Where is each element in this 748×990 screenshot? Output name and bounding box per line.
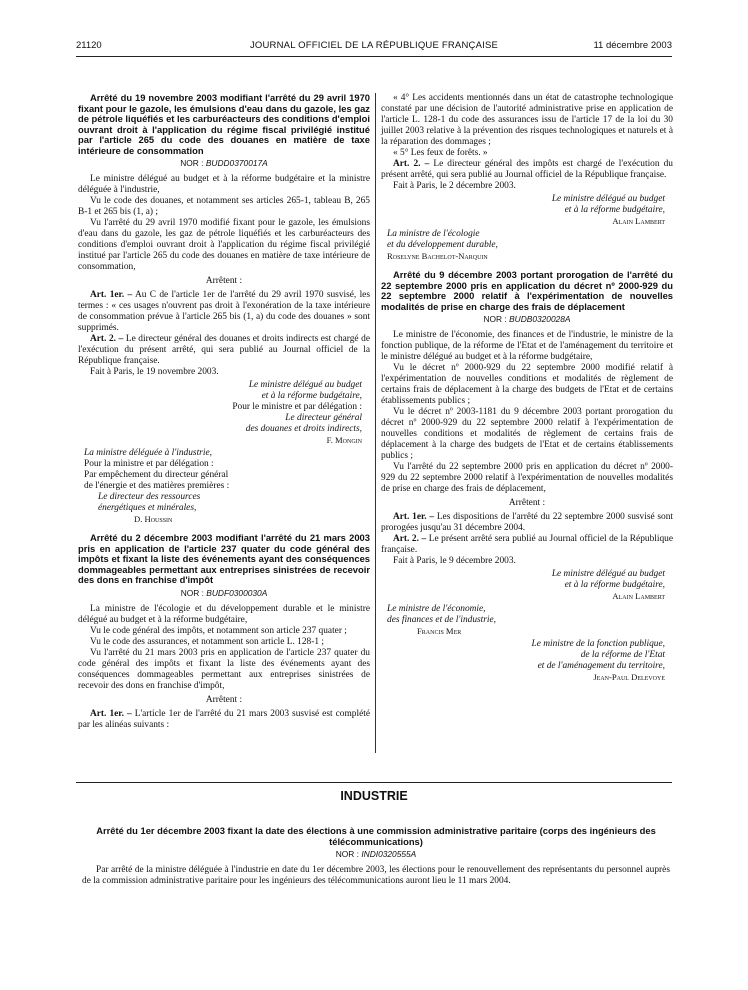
paragraph: Vu l'arrêté du 22 septembre 2000 pris en application du décret nº 2000-929 du 22 septembre 2000 relatif à l'expérimentation de nouvelles modalités de prise en charge des frais de déplacement, <box>381 462 673 494</box>
fait-line: Fait à Paris, le 2 décembre 2003. <box>393 181 516 191</box>
industrie-section <box>82 826 670 887</box>
section-heading: INDUSTRIE <box>340 789 408 803</box>
decree-title: Arrêté du 1er décembre 2003 fixant la date des élections à une commission administrative paritaire (corps des ingénieurs des télécommunications) <box>96 825 656 847</box>
paragraph: Le ministre de l'économie, des finances et de l'industrie, le ministre de la fonction publique, de la réforme de l'Etat et de l'aménagement du territoire et le ministre délégué au budget et à la réforme budgétaire, <box>381 330 673 362</box>
signatory-name: Francis Mer <box>417 626 462 636</box>
article: Art. 2. – Le directeur général des impôts est chargé de l'exécution du présent arrêté, qui sera publié au Journal officiel de la République française. <box>381 159 673 180</box>
paragraph: Vu le décret nº 2000-929 du 22 septembre 2000 modifié relatif à l'expérimentation de nouvelles conditions et modalités de règlement de certains frais de déplacement à la charge des budgets de l'Etat et de certains établissements publics ; <box>381 363 673 406</box>
nor-reference: NOR : INDI0320555A <box>335 849 417 859</box>
header-rule <box>76 56 672 57</box>
paragraph: La ministre de l'écologie et du développement durable et le ministre délégué au budget et à la réforme budgétaire, <box>78 603 370 625</box>
signatory-name: Jean-Paul Delevoye <box>593 672 665 682</box>
signatory-name: Alain Lambert <box>612 591 665 601</box>
section-rule <box>76 782 672 783</box>
paragraph: Vu le décret nº 2003-1181 du 9 décembre 2003 portant prorogation du décret nº 2000-929 du 22 septembre 2000 relatif à l'expérimentation de nouvelles conditions et modalités de règlement de certains frais de déplacement à la charge des budgets de l'Etat et de certains établissements publics ; <box>381 407 673 461</box>
decree-title: Arrêté du 2 décembre 2003 modifiant l'arrêté du 21 mars 2003 pris en application de l'article 237 quater du code général des impôts et fixant la liste des événements ayant des conséquences dommageables permettant aux entreprises sinistrées de recevoir des dons en franchise d'impôt <box>78 532 370 585</box>
page-header <box>76 40 672 56</box>
decree-title: Arrêté du 9 décembre 2003 portant prorogation de l'arrêté du 22 septembre 2000 pris en application du décret nº 2000-929 du 22 septembre 2000 relatif à l'expérimentation de nouvelles modalités de prise en charge des frais de déplacement <box>381 269 673 312</box>
page-number: 21120 <box>76 40 102 51</box>
arretent-label: Arrêtent : <box>205 694 243 705</box>
paragraph: Vu l'arrêté du 29 avril 1970 modifié fixant pour le gazole, les émulsions d'eau dans du gazole, les gaz de pétrole liquéfiés et les carburéacteurs des conditions d'emploi ouvrant droit à l'application du régime fiscal privilégié institué par l'article 265 du code des douanes en matière de taxe intérieure de consommation, <box>78 218 370 272</box>
nor-reference: NOR : BUDD0370017A <box>180 158 268 168</box>
right-column <box>381 93 673 683</box>
signature-block: Le ministre de la fonction publique, de la réforme de l'Etat et de l'aménagement du territoire, Jean-Paul Delevoye <box>381 639 673 683</box>
paragraph: « 5° Les feux de forêts. » <box>393 148 488 158</box>
paragraph: Vu le code général des impôts, et notamment son article 237 quater ; <box>90 625 347 636</box>
fait-line: Fait à Paris, le 9 décembre 2003. <box>393 556 516 566</box>
arretent-label: Arrêtent : <box>205 276 243 286</box>
signature-block: La ministre déléguée à l'industrie, Pour la ministre et par délégation : Par empêchement du directeur général de l'énergie et des matières premières : Le directeur des ressources énergétiques et minérales, D. Houssin <box>78 448 284 525</box>
paragraph: Le ministre délégué au budget et à la réforme budgétaire et la ministre déléguée à l'industrie, <box>78 174 370 195</box>
signatory-name: Alain Lambert <box>612 216 665 226</box>
article: Art. 1er. – L'article 1er de l'arrêté du 21 mars 2003 susvisé est complété par les alinéas suivants : <box>78 708 371 730</box>
nor-reference: NOR : BUDF0300030A <box>180 587 268 598</box>
signature-block: Le ministre de l'économie, des finances et de l'industrie, Francis Mer <box>381 604 673 637</box>
fait-line: Fait à Paris, le 19 novembre 2003. <box>90 367 219 377</box>
decree-title: Arrêté du 19 novembre 2003 modifiant l'arrêté du 29 avril 1970 fixant pour le gazole, les émulsions d'eau dans du gazole, les gaz de pétrole liquéfiés et les carburéacteurs des conditions d'emploi ouvrant droit à l'application du régime fiscal privilégié institué par l'article 265 du code des douanes en matière de taxe intérieure de consommation <box>78 92 370 156</box>
issue-date: 11 décembre 2003 <box>593 40 672 51</box>
paragraph: Par arrêté de la ministre déléguée à l'industrie en date du 1er décembre 2003, les élections pour le renouvellement des représentants du personnel auprès de la commission administrative paritaire pour les ingénieurs des télécommunications auront lieu le 11 mars 2004. <box>82 865 670 886</box>
paragraph: Vu le code des assurances, et notamment son article L. 128-1 ; <box>90 636 324 647</box>
nor-reference: NOR : BUDB0320028A <box>483 314 571 324</box>
paragraph: Vu l'arrêté du 21 mars 2003 pris en application de l'article 237 quater du code général des impôts et fixant la liste des événements ayant des conséquences dommageables permettant aux entreprises sinistrées de recevoir des dons en franchise d'impôt, <box>78 647 370 691</box>
signature-block: Le ministre délégué au budget et à la réforme budgétaire, Pour le ministre et par délégation : Le directeur général des douanes et droits indirects, F. Mongin <box>78 380 370 446</box>
paragraph: « 4° Les accidents mentionnés dans un état de catastrophe technologique constaté par une décision de l'autorité administrative prise en application de l'article L. 128-1 du code des assurances issu de l'article 17 de la loi du 30 juillet 2003 relative à la prévention des risques technologiques et naturels et à la réparation des dommages ; <box>381 93 673 147</box>
article: Art. 1er. – Les dispositions de l'arrêté du 22 septembre 2000 susvisé sont prorogées jusqu'au 31 décembre 2004. <box>381 512 674 533</box>
article: Art. 2. – Le directeur général des douanes et droits indirects est chargé de l'exécution du présent arrêté, qui sera publié au Journal officiel de la République française. <box>78 334 371 366</box>
column-divider <box>375 93 376 753</box>
paragraph: Vu le code des douanes, et notamment ses articles 265-1, tableau B, 265 B-1 et 265 bis (1, a) ; <box>78 196 370 217</box>
signature-block: La ministre de l'écologie et du développement durable, Roselyne Bachelot-Narquin <box>381 229 673 262</box>
signature-block: Le ministre délégué au budget et à la réforme budgétaire, Alain Lambert <box>381 569 673 602</box>
signatory-name: Roselyne Bachelot-Narquin <box>387 251 488 261</box>
left-column <box>78 93 370 731</box>
signatory-name: F. Mongin <box>326 435 362 445</box>
signatory-name: D. Houssin <box>134 514 173 524</box>
article: Art. 2. – Le présent arrêté sera publié au Journal officiel de la République française. <box>381 534 674 555</box>
arretent-label: Arrêtent : <box>508 498 546 508</box>
article: Art. 1er. – Au C de l'article 1er de l'arrêté du 29 avril 1970 susvisé, les termes : « ces usages n'ouvrent pas droit à l'exonération de la taxe intérieure de consommation prévue à l'article 265 bis (1, a) du code des douanes » sont supprimés. <box>78 290 370 333</box>
signature-block: Le ministre délégué au budget et à la réforme budgétaire, Alain Lambert <box>381 194 673 227</box>
journal-title: JOURNAL OFFICIEL DE LA RÉPUBLIQUE FRANÇAISE <box>249 40 499 51</box>
